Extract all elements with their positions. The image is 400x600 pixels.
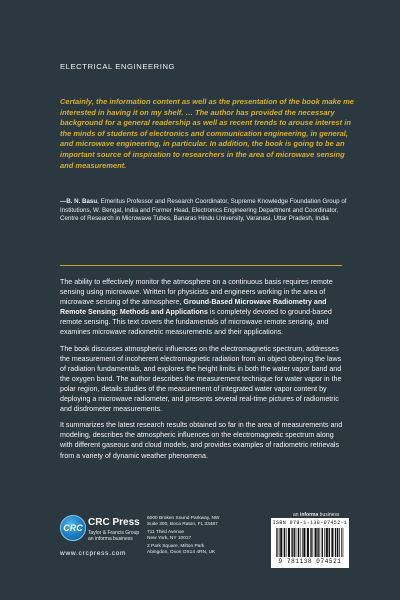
divider-rule — [60, 265, 342, 266]
barcode-bar — [319, 528, 320, 557]
barcode-bar — [284, 528, 285, 557]
barcode-bar — [331, 528, 333, 557]
barcode-bar — [298, 528, 299, 557]
barcode-bar — [317, 528, 318, 557]
crc-logo-icon: CRC — [60, 515, 86, 541]
description-paragraph-3: It summarizes the latest research results obtained so far in the area of measurements and modeling, describes the atmospheric influences on the electromagnetic spectrum along with different gaseous and cloud models, and provides examples of radiometric retrievals from a variety of dynamic weather phenomena. — [60, 421, 343, 460]
barcode-bar — [296, 528, 297, 557]
barcode-bar — [310, 528, 311, 557]
description-paragraph-2: The book discusses atmospheric influences on the electromagnetic spectrum, addresses the measurement of incoherent electromagnetic radiation from an object obeying the laws of radiation fundamentals, and explores the height limits in both the water vapor band and the oxygen band. The author describes the measurement technique for water vapor in the polar region, details studies of the measurement of integrated water vapor content by deploying a microwave radiometer, and presents several real-time pictures of radiometric and disdrometer measurements. — [60, 344, 342, 414]
barcode-bar — [312, 528, 313, 557]
barcode-number: 9 781138 074521 — [278, 558, 342, 565]
barcode-bar — [335, 528, 336, 557]
barcode-bar — [329, 528, 330, 557]
isbn-label: ISBN 978-1-138-07452-1 — [272, 520, 348, 526]
barcode-bar — [315, 528, 317, 557]
barcode-bar — [307, 528, 309, 557]
endorser-name: —B. N. Basu — [60, 198, 98, 205]
barcode-bar — [341, 528, 342, 557]
barcode-bar — [302, 528, 303, 557]
barcode-icon — [276, 528, 344, 557]
publisher-url[interactable]: www.crcpress.com — [60, 550, 127, 557]
isbn-barcode — [271, 518, 349, 568]
endorser-details: , Emeritus Professor and Research Coordinator, Supreme Knowledge Foundation Group of Institutions, W. Bengal, India and Former Head, Electronics Engineering Department and Coordinator, Centre of Research in Microwave Tubes, Banaras Hindu University, Varanasi, Uttar Pradesh, India — [60, 198, 347, 223]
crc-press-logo — [60, 513, 140, 563]
barcode-bar — [303, 528, 305, 557]
book-title: Ground-Based Microwave Radiometry and Remote Sensing: Methods and Applications — [60, 298, 327, 317]
barcode-bar — [337, 528, 338, 557]
barcode-bar — [322, 528, 323, 557]
barcode-bar — [339, 528, 340, 557]
category-label: ELECTRICAL ENGINEERING — [60, 62, 176, 71]
publisher-addresses — [147, 516, 247, 558]
barcode-bar — [324, 528, 325, 557]
address-abingdon: 2 Park Square, Milton Park Abingdon, Oxon OX14 4RN, UK — [147, 544, 216, 555]
description-paragraph-1: The ability to effectively monitor the atmosphere on a continuous basis requires remote sensing using microwave. Written for physicists and engineers working in the area of microwave sensing of the atmosphere, Ground-Based Microwave Radiometry and Remote Sensing: Methods and Applications is completely devoted to ground-based remote sensing. This text covers the fundamentals of microwave remote sensing, and examines microwave radiometric measurements and their applications. — [60, 278, 333, 337]
barcode-bar — [288, 528, 290, 557]
barcode-bar — [326, 528, 328, 557]
barcode-bar — [279, 528, 280, 557]
barcode-bar — [276, 528, 277, 557]
barcode-bar — [291, 528, 292, 557]
informa-business-tag: an informa business — [293, 512, 340, 518]
address-new-york: 711 Third Avenue New York, NY 10017 — [147, 530, 192, 541]
barcode-bar — [343, 528, 344, 557]
address-boca-raton: 6000 Broken Sound Parkway, NW Suite 300, Boca Raton, FL 33487 — [147, 516, 220, 527]
endorsement-quote: Certainly, the information content as well as the presentation of the book make me interested in having it on my shelf. … The author has provided the necessary background for a general readership as well as recent trends to arouse interest in the minds of students of electronics and communication engineering, in general, and microwave engineering, in particular. In addition, the book is going to be an important source of inspiration to researchers in the area of microwave sensing and measurement. — [60, 97, 354, 170]
barcode-bar — [277, 528, 278, 557]
publisher-group: Taylor & Francis Group — [88, 530, 140, 536]
publisher-name: CRC Press — [88, 517, 140, 528]
barcode-bar — [286, 528, 287, 557]
endorsement-attribution — [60, 198, 356, 224]
barcode-bar — [294, 528, 295, 557]
barcode-bar — [300, 528, 301, 557]
publisher-informa: an informa business — [88, 536, 133, 542]
book-description — [60, 277, 344, 467]
barcode-bar — [280, 528, 282, 557]
